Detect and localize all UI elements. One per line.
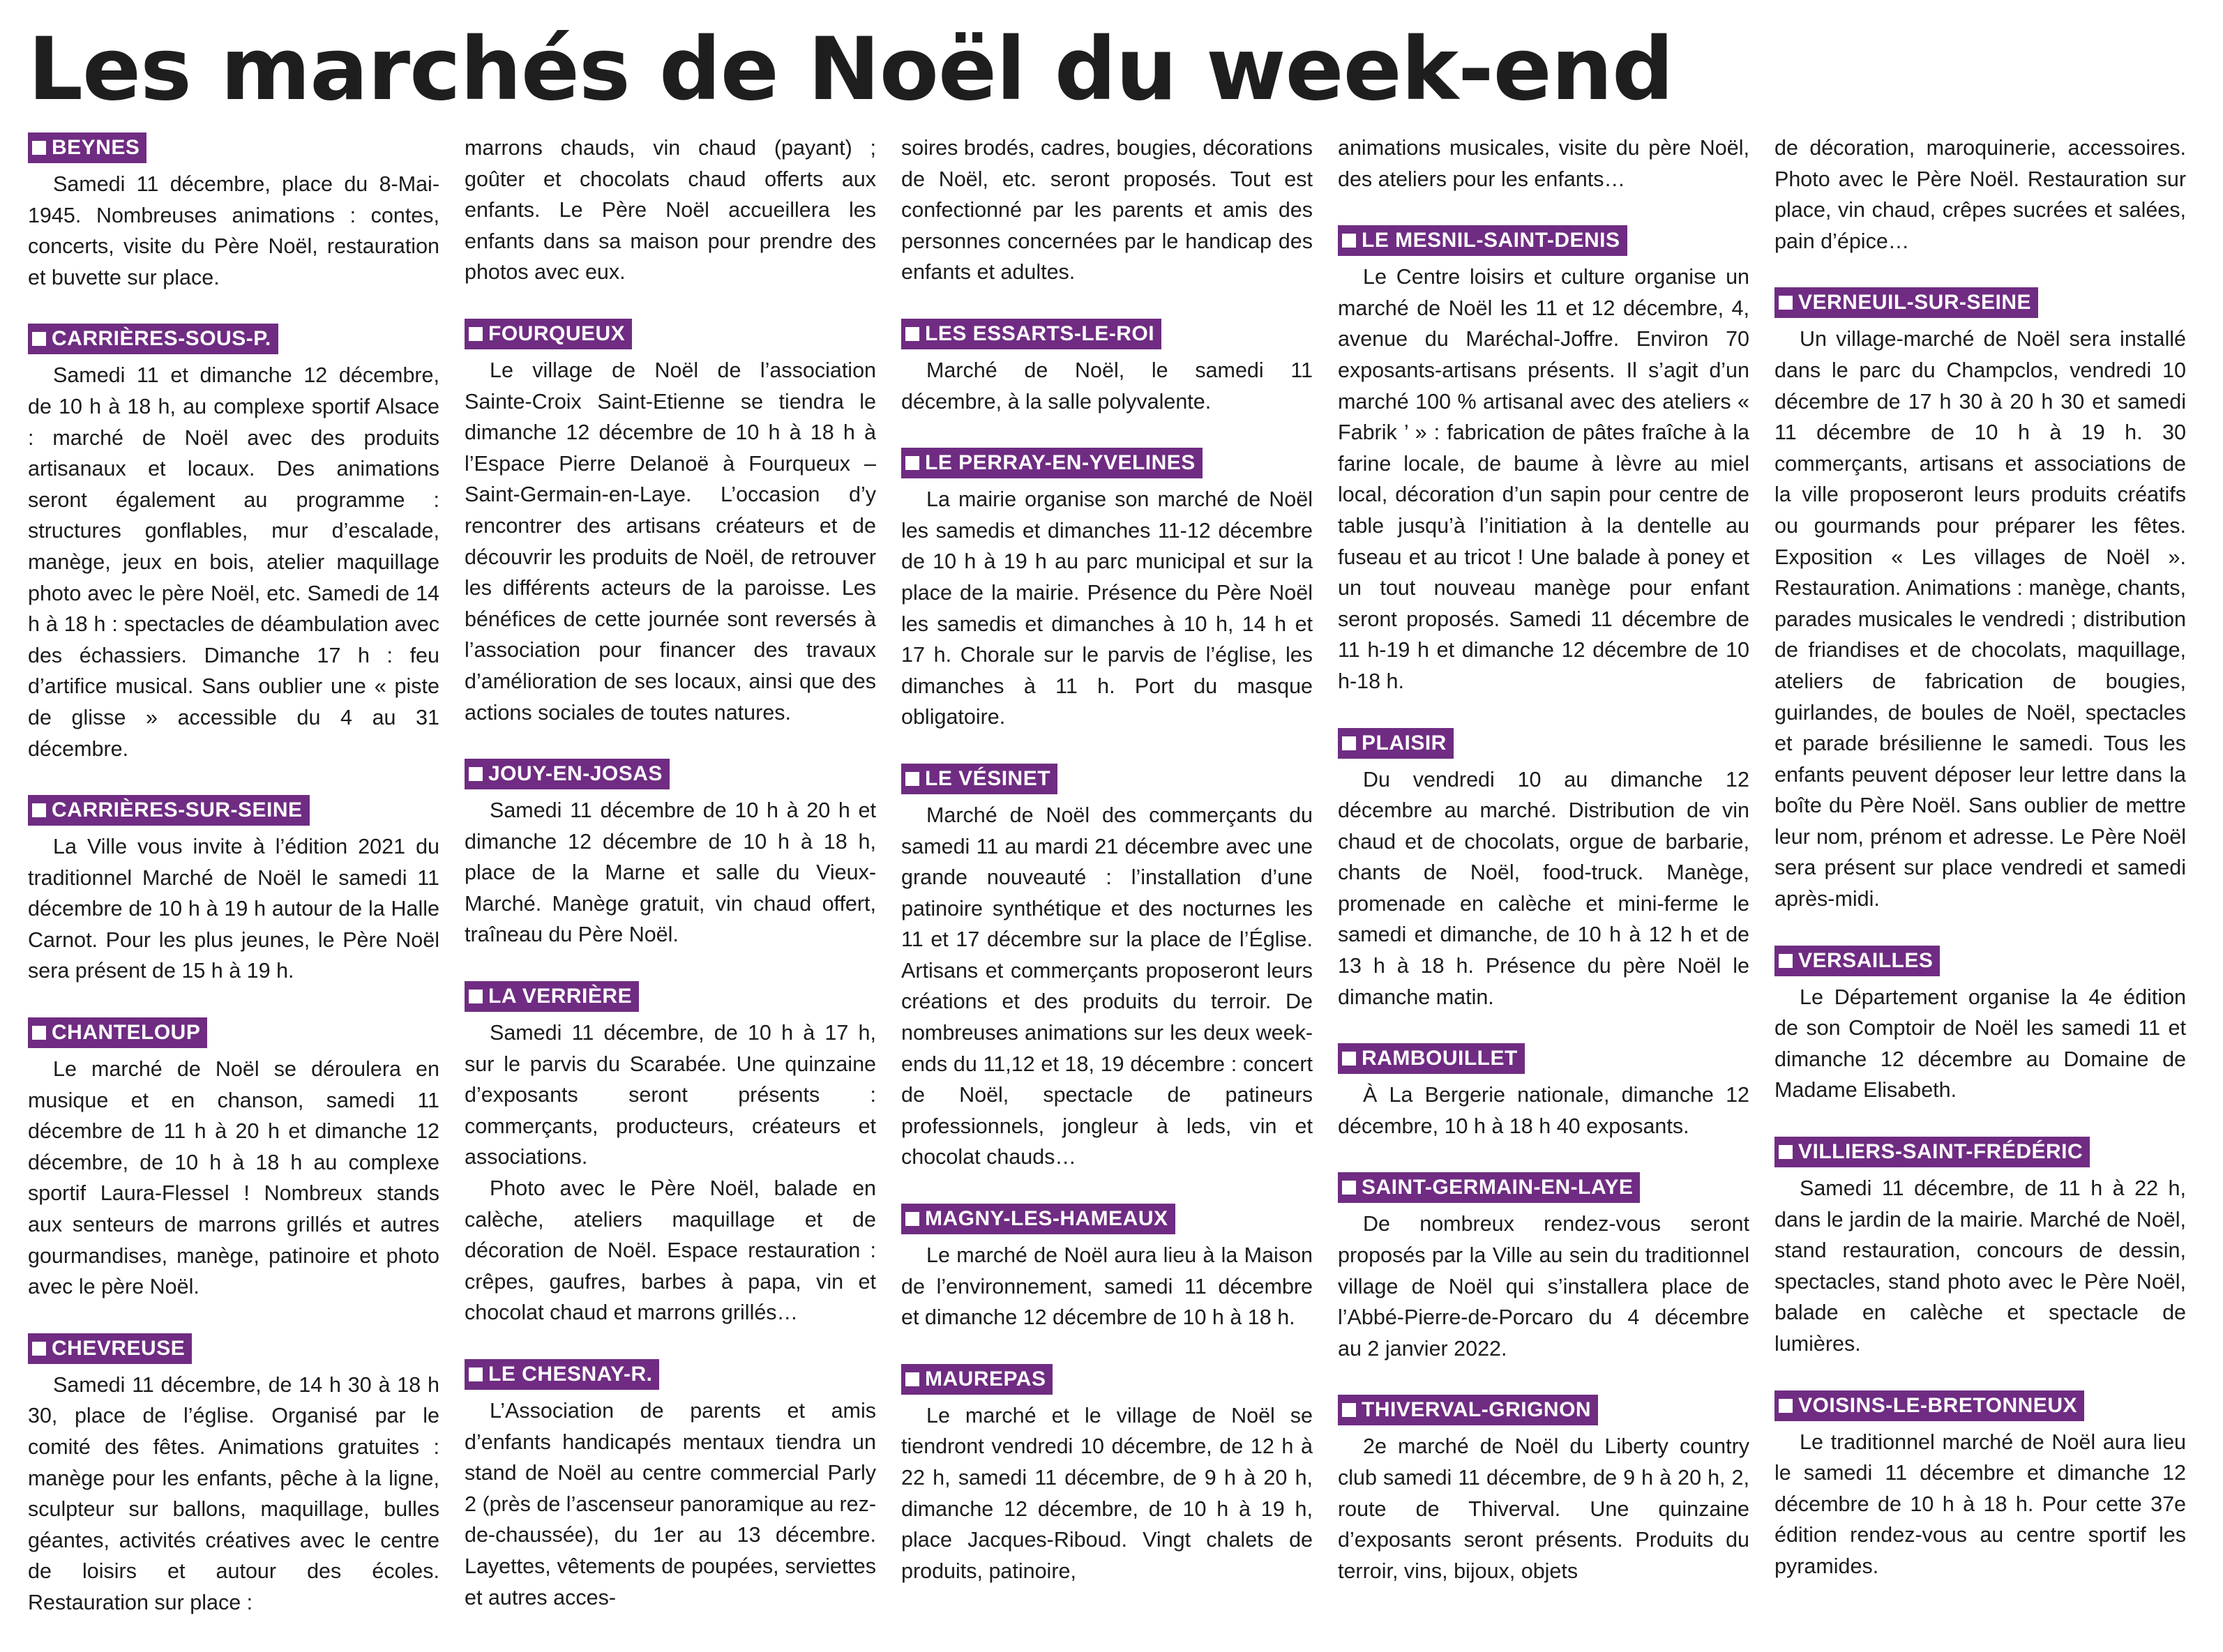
town-section <box>1774 287 2186 914</box>
square-bullet-icon <box>1342 1181 1356 1195</box>
town-section <box>901 319 1313 417</box>
square-bullet-icon <box>1342 1052 1356 1066</box>
continued-paragraph: animations musicales, visite du père Noël, des ateliers pour les enfants… <box>1338 136 1749 191</box>
article-paragraph: L’Association de parents et amis d’enfants handicapés mentaux tiendra un stand de Noël au centre commercial Parly 2 (près de l’ascenseur panoramique au rez-de-chaussée), du 1er au 13 décembre. Layettes, vêtements de poupées, serviettes et autres acces- <box>465 1399 876 1609</box>
square-bullet-icon <box>32 332 46 346</box>
square-bullet-icon <box>905 772 919 786</box>
town-label-text: VERSAILLES <box>1798 948 1934 972</box>
article-paragraph: Le marché de Noël aura lieu à la Maison de l’environnement, samedi 11 décembre et dimanche 12 décembre de 10 h à 18 h. <box>901 1243 1313 1330</box>
square-bullet-icon <box>1779 954 1793 968</box>
column-4 <box>1338 132 1749 1652</box>
town-section <box>465 1359 876 1613</box>
town-label <box>28 1333 192 1364</box>
square-bullet-icon <box>1779 296 1793 310</box>
town-label-text: VOISINS-LE-BRETONNEUX <box>1798 1393 2077 1417</box>
article-paragraph: La Ville vous invite à l’édition 2021 du traditionnel Marché de Noël le samedi 11 décembre de 10 h à 19 h autour de la Halle Carnot. Pour les plus jeunes, le Père Noël sera présent de 15 h à 19 h. <box>28 835 439 983</box>
square-bullet-icon <box>32 141 46 155</box>
town-label-text: CARRIÈRES-SOUS-P. <box>52 327 271 351</box>
town-section <box>28 324 439 764</box>
town-label-text: VILLIERS-SAINT-FRÉDÉRIC <box>1798 1140 2083 1164</box>
town-label <box>1338 225 1627 256</box>
town-label <box>1774 1137 2090 1167</box>
town-label <box>901 319 1161 349</box>
article-paragraph: De nombreux rendez-vous seront proposés par la Ville au sein du traditionnel village de Noël qui s’installera place de l’Abbé-Pierre-de-Porcaro du 4 décembre au 2 janvier 2022. <box>1338 1212 1749 1361</box>
article-paragraph: Du vendredi 10 au dimanche 12 décembre au marché. Distribution de vin chaud et de chocolats, orgue de barbarie, chants de Noël, food-truck. Manège, promenade en calèche et mini-ferme le samedi et dimanche, de 10 h à 12 h et de 13 h à 18 h. Présence du père Noël le dimanche matin. <box>1338 767 1749 1009</box>
town-section <box>28 1017 439 1303</box>
town-label <box>465 759 670 789</box>
town-label-text: SAINT-GERMAIN-EN-LAYE <box>1362 1176 1634 1199</box>
town-label <box>901 764 1057 794</box>
town-label <box>1338 1395 1598 1425</box>
column-1 <box>28 132 439 1652</box>
town-label <box>28 324 278 354</box>
page-title: Les marchés de Noël du week-end <box>28 20 1673 120</box>
square-bullet-icon <box>32 1342 46 1356</box>
square-bullet-icon <box>1342 234 1356 248</box>
town-label-text: PLAISIR <box>1362 731 1447 755</box>
article-paragraph: Samedi 11 décembre de 10 h à 20 h et dimanche 12 décembre de 10 h à 18 h, place de la Marne et salle du Vieux-Marché. Manège gratuit, vin chaud offert, traîneau du Père Noël. <box>465 798 876 947</box>
town-label <box>1338 728 1454 759</box>
article-paragraph: Samedi 11 décembre, place du 8-Mai-1945. Nombreuses animations : contes, concerts, visite du Père Noël, restauration et buvette sur place. <box>28 172 439 289</box>
town-section <box>1338 728 1749 1013</box>
town-label <box>28 1017 207 1048</box>
town-section <box>465 981 876 1328</box>
town-label-text: LES ESSARTS-LE-ROI <box>925 321 1155 345</box>
article-paragraph: Samedi 11 décembre, de 14 h 30 à 18 h 30, place de l’église. Organisé par le comité des fêtes. Animations gratuites : manège pour les enfants, pêche à la ligne, sculpteur sur ballons, maquillage, bulles géantes, activités créatives avec le centre de loisirs et autour des écoles. Restauration sur place : <box>28 1372 439 1614</box>
town-label-text: THIVERVAL-GRIGNON <box>1362 1398 1592 1422</box>
square-bullet-icon <box>905 456 919 470</box>
continued-paragraph: marrons chauds, vin chaud (payant) ; goûter et chocolats chaud offerts aux enfants. Le Père Noël accueillera les enfants dans sa maison pour prendre des photos avec eux. <box>465 136 876 285</box>
article-columns <box>28 132 2186 1652</box>
square-bullet-icon <box>1779 1399 1793 1413</box>
town-label-text: MAUREPAS <box>925 1367 1046 1390</box>
column-5 <box>1774 132 2186 1652</box>
continued-paragraph: soires brodés, cadres, bougies, décorations de Noël, etc. seront proposés. Tout est confectionné par les parents et amis des personnes concernées par le handicap des enfants et adultes. <box>901 136 1313 285</box>
town-section <box>901 448 1313 733</box>
article-paragraph: 2e marché de Noël du Liberty country club samedi 11 décembre, de 9 h à 20 h, 2, route de Thiverval. Une quinzaine d’exposants seront présents. Produits du terroir, vins, bijoux, objets <box>1338 1434 1749 1583</box>
town-section <box>1338 1043 1749 1142</box>
article-paragraph: Photo avec le Père Noël, balade en calèche, ateliers maquillage et de décoration de Noël. Espace restauration : crêpes, gaufres, barbes à papa, vin et chocolat chaud et marrons grillés… <box>465 1176 876 1325</box>
article-paragraph: Marché de Noël des commerçants du samedi 11 au mardi 21 décembre avec une grande nouveauté : l’installation d’une patinoire synthétique et des nocturnes les 11 et 17 décembre sur la place de l’Église. Artisans et commerçants proposeront leurs créations et des produits du terroir. De nombreuses animations sur les deux week-ends du 11,12 et 18, 19 décembre : concert de Noël, spectacle de patineurs professionnels, jongleur à leds, vin et chocolat chauds… <box>901 803 1313 1169</box>
town-label <box>901 448 1203 478</box>
town-section <box>901 1204 1313 1333</box>
article-paragraph: La mairie organise son marché de Noël les samedis et dimanches 11-12 décembre de 10 h à 19 h au parc municipal et sur la place de la mairie. Présence du Père Noël les samedis et dimanches à 10 h, 14 h et 17 h. Chorale sur le parvis de l’église, les dimanches à 11 h. Port du masque obligatoire. <box>901 487 1313 729</box>
square-bullet-icon <box>469 990 483 1003</box>
town-label-text: LA VERRIÈRE <box>488 985 633 1008</box>
town-label-text: FOURQUEUX <box>488 321 626 345</box>
town-section <box>1338 1172 1749 1364</box>
town-label-text: CARRIÈRES-SUR-SEINE <box>52 798 303 822</box>
article-paragraph: Le marché et le village de Noël se tiendront vendredi 10 décembre, de 12 h à 22 h, samedi 11 décembre, de 9 h à 20 h, dimanche 12 décembre, de 10 h à 19 h, place Jacques-Riboud. Vingt chalets de produits, patinoire, <box>901 1403 1313 1583</box>
town-section <box>1338 1395 1749 1586</box>
town-section <box>1774 1390 2186 1582</box>
town-label-text: RAMBOUILLET <box>1362 1047 1518 1070</box>
article-paragraph: Un village-marché de Noël sera installé dans le parc du Champclos, vendredi 10 décembre de 17 h 30 à 20 h 30 et samedi 11 décembre de 10 h à 19 h. 30 commerçants, artisans et associations de la ville proposeront leurs produits créatifs ou gourmands pour préparer les fêtes. Exposition « Les villages de Noël ». Restauration. Animations : manège, chants, parades musicales le vendredi ; distribution de friandises et de chocolats, maquillage, ateliers de fabrication de bougies, guirlandes, de boules de Noël, spectacles et parade brésilienne le samedi. Tous les enfants peuvent déposer leur lettre dans la boîte du Père Noël. Sans oublier de mettre leur nom, prénom et adresse. Le Père Noël sera présent sur place vendredi et samedi après-midi. <box>1774 327 2186 911</box>
town-section <box>1338 225 1749 697</box>
article-paragraph: Marché de Noël, le samedi 11 décembre, à la salle polyvalente. <box>901 358 1313 414</box>
square-bullet-icon <box>1342 736 1356 750</box>
town-label <box>1774 1390 2084 1421</box>
article-paragraph: Le village de Noël de l’association Sainte-Croix Saint-Etienne se tiendra le dimanche 12 décembre de 10 h à 18 h à l’Espace Pierre Delanoë à Fourqueux – Saint-Germain-en-Laye. L’occasion d’y rencontrer des artisans créateurs et de découvrir les produits de Noël, de retrouver les différents acteurs de la paroisse. Les bénéfices de cette journée sont reversés à l’association pour financer des travaux d’amélioration de ses locaux, ainsi que des actions sociales de toutes natures. <box>465 358 876 725</box>
square-bullet-icon <box>1342 1403 1356 1417</box>
square-bullet-icon <box>32 1026 46 1040</box>
town-label <box>1774 946 1940 976</box>
town-label <box>901 1204 1175 1234</box>
town-label-text: LE VÉSINET <box>925 766 1051 790</box>
town-label-text: CHEVREUSE <box>52 1336 186 1360</box>
article-paragraph: Samedi 11 décembre, de 10 h à 17 h, sur le parvis du Scarabée. Une quinzaine d’exposants seront présents : commerçants, producteurs, créateurs et associations. <box>465 1021 876 1169</box>
article-paragraph: Le Département organise la 4e édition de son Comptoir de Noël les samedi 11 et dimanche 12 décembre au Domaine de Madame Elisabeth. <box>1774 985 2186 1102</box>
article-paragraph: Le marché de Noël se déroulera en musique et en chanson, samedi 11 décembre de 11 h à 20 h et dimanche 12 décembre, de 10 h à 18 h au complexe sportif Laura-Flessel ! Nombreux stands aux senteurs de marrons grillés et autres gourmandises, manège, patinoire et photo avec le père Noël. <box>28 1057 439 1299</box>
column-3 <box>901 132 1313 1652</box>
article-paragraph: Le traditionnel marché de Noël aura lieu le samedi 11 décembre et dimanche 12 décembre de 10 h à 18 h. Pour cette 37e édition rendez-vous au centre sportif les pyramides. <box>1774 1430 2186 1578</box>
square-bullet-icon <box>469 1367 483 1381</box>
town-section <box>28 132 439 293</box>
town-label-text: BEYNES <box>52 136 140 159</box>
town-label <box>465 981 639 1012</box>
town-label <box>28 795 310 826</box>
column-2 <box>465 132 876 1652</box>
article-paragraph: Samedi 11 et dimanche 12 décembre, de 10 h à 18 h, au complexe sportif Alsace : marché de Noël avec des produits artisanaux et locaux. Des animations seront également au programme : structures gonflables, mur d’escalade, manège, jeux en bois, atelier maquillage photo avec le père Noël, etc. Samedi de 14 h à 18 h : spectacles de déambulation avec des échassiers. Dimanche 17 h : feu d’artifice musical. Sans oublier une « piste de glisse » accessible du 4 au 31 décembre. <box>28 363 439 761</box>
town-label-text: MAGNY-LES-HAMEAUX <box>925 1207 1168 1231</box>
town-section <box>901 1364 1313 1587</box>
square-bullet-icon <box>905 1212 919 1226</box>
town-label <box>1338 1172 1640 1203</box>
square-bullet-icon <box>905 327 919 341</box>
town-label-text: JOUY-EN-JOSAS <box>488 762 663 786</box>
square-bullet-icon <box>469 767 483 781</box>
town-label <box>28 132 146 163</box>
square-bullet-icon <box>469 327 483 341</box>
town-section <box>28 1333 439 1619</box>
town-label-text: LE PERRAY-EN-YVELINES <box>925 451 1196 475</box>
square-bullet-icon <box>905 1372 919 1386</box>
town-section <box>465 319 876 728</box>
town-section <box>465 759 876 950</box>
continued-paragraph: de décoration, maroquinerie, accessoires. Photo avec le Père Noël. Restauration sur place, vin chaud, crêpes sucrées et salées, pain d’épice… <box>1774 136 2186 253</box>
town-label <box>465 1359 659 1390</box>
article-paragraph: À La Bergerie nationale, dimanche 12 décembre, 10 h à 18 h 40 exposants. <box>1338 1083 1749 1138</box>
town-label <box>1774 287 2038 318</box>
article-paragraph: Le Centre loisirs et culture organise un marché de Noël les 11 et 12 décembre, 4, avenue du Maréchal-Joffre. Environ 70 exposants-artisans présents. Il s’agit d’un marché 100 % artisanal avec des ateliers « Fabrik ’ » : fabrication de pâtes fraîche à la farine locale, de baume à lèvre au miel local, décoration d’un sapin pour centre de table jusqu’à l’initiation à la dentelle au fuseau et au tricot ! Une balade à poney et un tout nouveau manège pour enfant seront proposés. Samedi 11 décembre de 11 h-19 h et dimanche 12 décembre de 10 h-18 h. <box>1338 265 1749 693</box>
town-label <box>1338 1043 1525 1074</box>
town-section <box>28 795 439 987</box>
town-label <box>465 319 632 349</box>
town-label-text: VERNEUIL-SUR-SEINE <box>1798 291 2032 315</box>
square-bullet-icon <box>1779 1145 1793 1159</box>
town-section <box>1774 946 2186 1106</box>
town-label-text: LE MESNIL-SAINT-DENIS <box>1362 229 1620 252</box>
town-label-text: LE CHESNAY-R. <box>488 1363 653 1386</box>
square-bullet-icon <box>32 803 46 817</box>
town-label-text: CHANTELOUP <box>52 1021 201 1045</box>
town-section <box>901 764 1313 1173</box>
town-label <box>901 1364 1053 1395</box>
town-section <box>1774 1137 2186 1360</box>
article-paragraph: Samedi 11 décembre, de 11 h à 22 h, dans le jardin de la mairie. Marché de Noël, stand restauration, concours de dessin, spectacles, stand photo avec le Père Noël, balade en calèche et spectacle de lumières. <box>1774 1176 2186 1356</box>
